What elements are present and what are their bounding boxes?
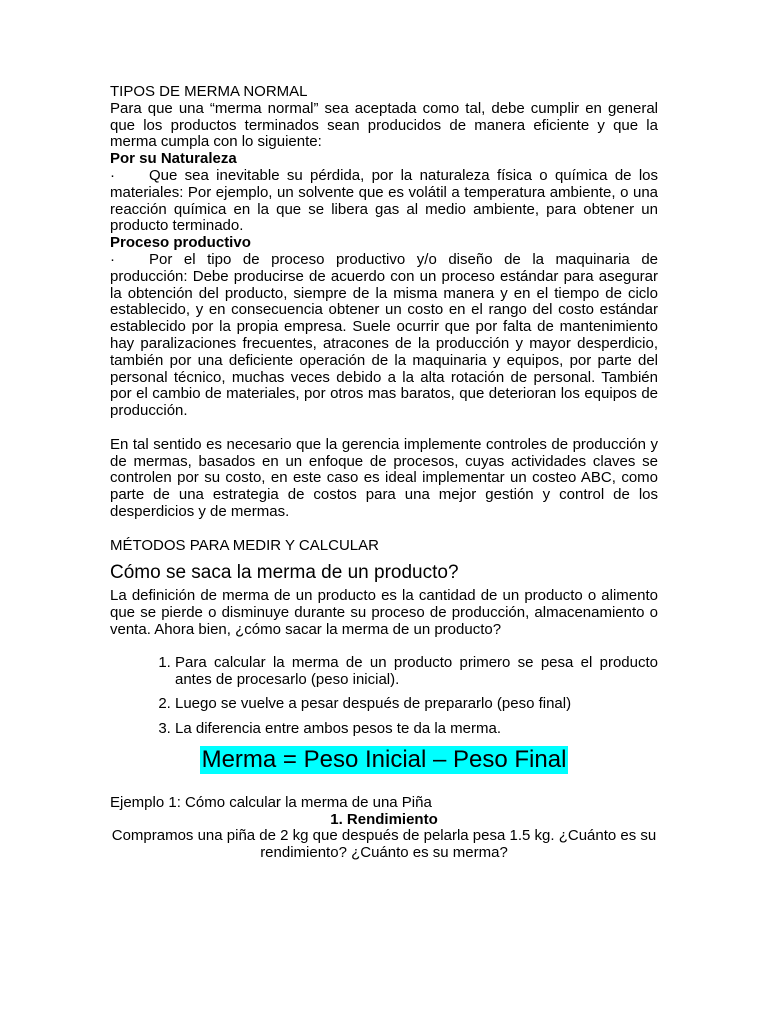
section-heading-tipos: TIPOS DE MERMA NORMAL [110, 83, 308, 100]
spacer [110, 521, 658, 538]
example-question: Compramos una piña de 2 kg que después de pelarla pesa 1.5 kg. ¿Cuánto es su rendimiento? ¿Cuánto es su merma? [111, 827, 657, 862]
example-subtitle: 1. Rendimiento [330, 810, 438, 828]
proceso-bullet-item [110, 252, 658, 420]
steps-list [110, 655, 658, 738]
bullet-dot: · [110, 166, 115, 184]
naturaleza-text: Que sea inevitable su pérdida, por la naturaleza física o química de los materiales: Por ejemplo, un solvente que es volátil a temperatura ambiente, o una reacción química en la que se libera gas al medio ambiente, para obtener un producto terminado. [110, 166, 658, 235]
subheading-como-sacar-merma: Cómo se saca la merma de un producto? [110, 562, 459, 584]
definition-paragraph: La definición de merma de un producto es la cantidad de un producto o alimento que se pierde o disminuye durante su proceso de producción, almacenamiento o venta. Ahora bien, ¿cómo sacar la merma de un producto? [110, 587, 658, 638]
example-title: Ejemplo 1: Cómo calcular la merma de una Piña [110, 793, 432, 811]
section-heading-metodos: MÉTODOS PARA MEDIR Y CALCULAR [110, 536, 379, 554]
list-item: 2. Luego se vuelve a pesar después de prepararlo (peso final) [175, 696, 658, 713]
list-item: 3. La diferencia entre ambos pesos te da la merma. [175, 721, 658, 738]
conclusion-paragraph: En tal sentido es necesario que la gerencia implemente controles de producción y de mermas, basados en un enfoque de procesos, cuyas actividades claves se controlen por su costo, en este caso es ideal implementar un costeo ABC, como parte de una estrategia de costos para una mejor gestión y control de los desperdicios y de mermas. [110, 435, 658, 520]
document-page [110, 84, 658, 862]
proceso-title: Proceso productivo [110, 234, 251, 252]
bullet-dot: · [110, 250, 115, 268]
formula-block [110, 746, 658, 774]
spacer [110, 420, 658, 437]
formula-highlight: Merma = Peso Inicial – Peso Final [201, 745, 567, 773]
proceso-text: Por el tipo de proceso productivo y/o diseño de la maquinaria de producción: Debe producirse de acuerdo con un proceso estándar para asegurar la obtención del producto, siempre de la misma manera y en el tiempo de ciclo establecido, y en consecuencia obtener un costo en el rango del costo estándar establecido por la propia empresa. Suele ocurrir que por falta de mantenimiento hay paralizaciones frecuentes, atracones de la producción y mayor desperdicio, también por una deficiente operación de la maquinaria y equipos, por parte del personal técnico, muchas veces debido a la alta rotación de personal. También por el cambio de materiales, por otros mas baratos, que deterioran los equipos de producción. [110, 250, 658, 420]
intro-paragraph: Para que una “merma normal” sea aceptada como tal, debe cumplir en general que los productos terminados sean producidos de manera eficiente y que la merma cumpla con lo siguiente: [110, 99, 658, 151]
naturaleza-bullet-item [110, 168, 658, 235]
naturaleza-title: Por su Naturaleza [110, 150, 237, 168]
list-item: 1. Para calcular la merma de un producto primero se pesa el producto antes de procesarlo (peso inicial). [175, 655, 658, 689]
